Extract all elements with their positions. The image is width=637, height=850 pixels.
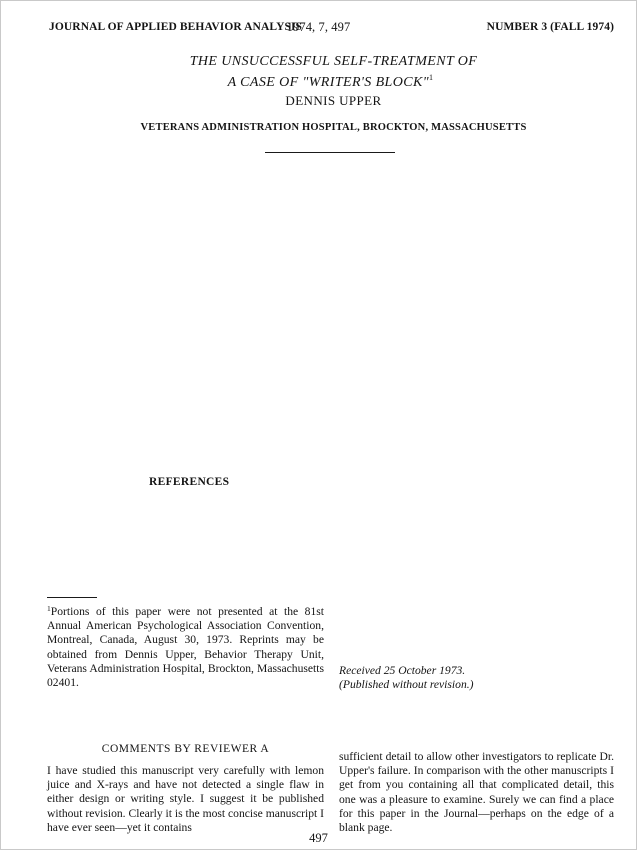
author-name: DENNIS UPPER (285, 93, 382, 108)
footnote (47, 602, 324, 690)
title-footnote-mark: 1 (429, 73, 434, 82)
article-title-line-1: THE UNSUCCESSFUL SELF-TREATMENT OF (189, 54, 478, 69)
article-title-line-2-text: A CASE OF "WRITER'S BLOCK" (227, 75, 430, 90)
references-heading: REFERENCES (149, 476, 230, 488)
running-head-issue: NUMBER 3 (FALL 1974) (486, 21, 614, 33)
comments-heading: COMMENTS BY REVIEWER A (101, 743, 270, 755)
received-date: Received 25 October 1973. (339, 664, 466, 677)
comments-left-column: I have studied this manuscript very carefully with lemon juice and X-rays and have not detected a single flaw in either design or writing style. I suggest it be published without revision. Clearly it is the most concise manuscript I have ever seen—yet it contains (47, 764, 324, 834)
title-divider (265, 152, 395, 153)
running-head-citation: 1974, 7, 497 (286, 20, 351, 34)
published-note: (Published without revision.) (339, 678, 474, 691)
footnote-mark: 1 (47, 604, 51, 613)
running-head-journal: JOURNAL OF APPLIED BEHAVIOR ANALYSIS (49, 21, 303, 33)
author-affiliation: VETERANS ADMINISTRATION HOSPITAL, BROCKTON, MASSACHUSETTS (140, 122, 527, 133)
page-number: 497 (309, 831, 328, 845)
comments-right-column: sufficient detail to allow other investigators to replicate Dr. Upper's failure. In comparison with the other manuscripts I get from you containing all that complicated detail, this one was a pleasure to examine. Surely we can find a place for this paper in the Journal—perhaps on the edge of a blank page. (339, 750, 614, 835)
footnote-text: Portions of this paper were not presented at the 81st Annual American Psychological Association Convention, Montreal, Canada, August 30, 1973. Reprints may be obtained from Dennis Upper, Behavior Therapy Unit, Veterans Administration Hospital, Brockton, Massachusetts 02401. (47, 605, 324, 690)
article-title-line-2 (1, 69, 636, 91)
footnote-divider (47, 597, 97, 598)
